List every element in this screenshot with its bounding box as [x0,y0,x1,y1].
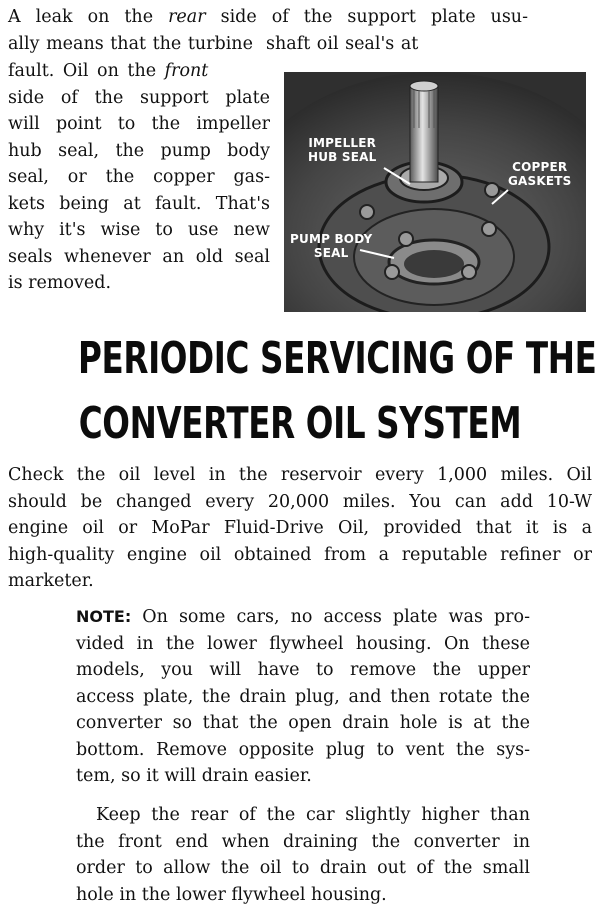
intro-line: is removed. [8,273,112,293]
paragraph-line: high-quality engine oil obtained from a reputable refiner or [8,544,592,565]
intro-line: why it's wise to use new [8,220,270,240]
intro-line: fault. Oil on the front [8,61,209,81]
intro-line: A leak on the rear side of the support plate usu- [8,7,528,27]
paragraph-line: NOTE: On some cars, no access plate was pro- [76,607,530,627]
label-copper-gaskets: COPPER GASKETS [508,160,572,188]
intro-line: hub seal, the pump body [8,140,270,161]
intro-paragraph-wrap [8,58,270,297]
intro-line: seal, or the copper gas- [8,167,270,187]
emphasis-rear: rear [168,7,206,27]
intro-line: kets being at fault. That's [8,193,270,214]
label-pump-body-seal: PUMP BODY SEAL [290,232,373,260]
intro-line: side of the support plate [8,87,270,108]
section-heading-line-1: PERIODIC SERVICING OF THE [78,333,597,384]
paragraph-line: should be changed every 20,000 miles. You can add 10-W [8,491,592,512]
intro-paragraph-top [8,4,528,57]
paragraph-line: Check the oil level in the reservoir every 1,000 miles. Oil [8,465,592,485]
keep-rear-higher-paragraph [76,802,530,908]
section-heading-line-2: CONVERTER OIL SYSTEM [78,398,522,449]
paragraph-line: bottom. Remove opposite plug to vent the sys- [76,739,530,760]
paragraph-line: vided in the lower flywheel housing. On these [76,633,530,654]
paragraph-line: the front end when draining the converter in [76,831,530,852]
converter-seal-photo [284,72,586,312]
converter-illustration [284,72,586,312]
paragraph-line: engine oil or MoPar Fluid-Drive Oil, provided that it is a [8,518,592,538]
intro-line: seals whenever an old seal [8,246,270,267]
paragraph-line: Keep the rear of the car slightly higher than [96,805,530,825]
paragraph-line: marketer. [8,571,94,591]
check-oil-paragraph [8,462,592,595]
label-impeller-hub-seal: IMPELLER HUB SEAL [308,136,377,164]
paragraph-line: access plate, the drain plug, and then rotate the [76,686,530,707]
note-paragraph [76,604,530,790]
paragraph-line: order to allow the oil to drain out of the small [76,858,530,878]
emphasis-front: front [164,61,209,81]
paragraph-line: models, you will have to remove the upper [76,660,530,680]
intro-line: will point to the impeller [8,114,270,134]
paragraph-line: hole in the lower flywheel housing. [76,884,387,905]
note-label: NOTE: [76,607,132,626]
intro-line: ally means that the turbine shaft oil seal's at [8,33,419,54]
paragraph-line: converter so that the open drain hole is at the [76,713,530,733]
paragraph-line: tem, so it will drain easier. [76,766,312,786]
